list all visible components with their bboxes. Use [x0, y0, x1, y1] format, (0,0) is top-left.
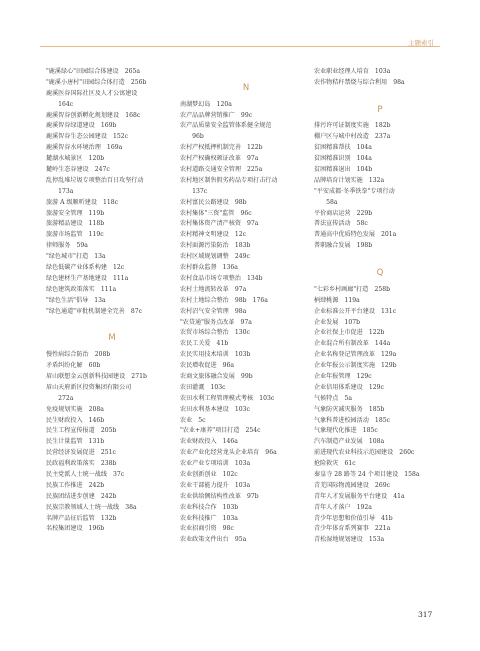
page-number: 317	[418, 610, 433, 619]
index-entry: 农田水利基本建设 103c	[180, 405, 250, 413]
index-entry: 农业干部能力提升 103a	[180, 481, 251, 489]
index-entry: 气象科普进校园活动 185c	[314, 416, 390, 424]
index-entry: 贫困精准帮扶 104a	[314, 144, 372, 152]
blank-line	[46, 317, 178, 328]
index-entry: 名校集团建设 196b	[46, 525, 105, 533]
index-entry: "绿色城市"打造 13a	[46, 253, 106, 261]
index-entry: 前进现代农业科技示范园建设 260c	[314, 449, 415, 457]
index-entry: 普法宣传活动 58c	[314, 220, 368, 228]
blank-line	[180, 67, 312, 78]
index-entry: 民族工作推进 242b	[46, 481, 105, 489]
index-entry: 农村道路交通安全管理 225a	[180, 166, 263, 174]
index-entry: 农村土地综合整治 98b 176a	[180, 296, 268, 304]
index-entry: 农业供给侧结构性改革 97b	[180, 492, 259, 500]
index-entry: 南湖梦幻岛 120a	[180, 100, 232, 108]
index-entry: 58a	[320, 198, 338, 206]
index-entry: 慢性病综合防治 208b	[46, 351, 111, 359]
index-entry: 平价商店运营 229b	[314, 209, 373, 217]
index-entry: 民族宗教领域人士统一战线 38a	[46, 503, 137, 511]
section-letter: P	[377, 104, 383, 115]
index-entry: 青少年思想和价值引导 41b	[314, 514, 393, 522]
index-entry: 96b	[186, 133, 204, 141]
index-entry: 绿色低碳产业体系构建 12c	[46, 264, 125, 272]
index-entry: 农田灌溉 103c	[180, 383, 226, 391]
index-entry: 农作物秸秆禁烧与综合利用 98a	[314, 78, 405, 86]
index-entry: 旅游 A 级顺听建设 118c	[46, 198, 119, 206]
index-entry: 青羌国际物流园建设 269c	[314, 481, 390, 489]
index-entry: 麓岭生态谷建设 247c	[46, 166, 110, 174]
index-entry: 律师服务 59a	[46, 242, 88, 250]
section-letter: Q	[376, 268, 384, 279]
index-entry: 农民增收促进 96a	[180, 362, 235, 370]
index-entry: 企业名称登记管理改革 129a	[314, 351, 397, 359]
index-entry: 农产品品牌营销推广 99c	[180, 111, 253, 119]
index-entry: 农业科技合作 103b	[180, 503, 239, 511]
index-entry: 农民工关爱 41b	[180, 340, 229, 348]
index-entry: 青年人才发展服务平台建设 41a	[314, 492, 405, 500]
index-entry: 企业信用体系建设 129c	[314, 383, 384, 391]
blank-line	[314, 89, 446, 100]
index-entry: "平安成都·冬季铁拳"专项行动	[314, 187, 395, 195]
index-entry: 农业 5c	[180, 416, 206, 424]
index-entry: 鹿溪智谷绿道建设 169b	[46, 122, 117, 130]
index-entry: 农业创新创业 102c	[180, 470, 238, 478]
index-entry: 汽车制造产业发展 108a	[314, 438, 385, 446]
index-entry: 农贸市场综合整治 130c	[180, 329, 250, 337]
index-entry: 农业产业化经营龙头企业培育 96a	[180, 449, 277, 457]
index-entry: 麓湖水城景区 120b	[46, 155, 105, 163]
index-entry: 农业职业经理人培育 103a	[314, 68, 391, 75]
index-entry: 排污许可证制度实施 182b	[314, 122, 391, 130]
index-entry: 农村集体"三资"监管 96c	[180, 209, 252, 217]
section-letter: N	[242, 82, 250, 93]
index-column-1	[46, 67, 178, 535]
index-entry: 鹿溪智谷水环境治理 169a	[46, 144, 123, 152]
index-entry: 民营经济发展促进 251c	[46, 449, 116, 457]
index-entry: "农业+康养"项目打造 254c	[180, 427, 261, 435]
index-entry: 气象现代化推进 185c	[314, 427, 378, 435]
index-entry: 绿色建材生产基地建设 111a	[46, 274, 129, 282]
index-entry: 农村区域规划调整 249c	[180, 253, 250, 261]
header-section-tag: 主题索引	[408, 39, 434, 47]
index-entry: 农村土地流转改革 97a	[180, 285, 247, 293]
index-entry: 气象防灾减灾服务 185b	[314, 405, 385, 413]
index-entry: 民生财政投入 146b	[46, 416, 105, 424]
index-entry: 青年人才落户 192a	[314, 503, 372, 511]
index-column-2	[180, 67, 312, 546]
index-entry: 企业年报管理 129c	[314, 372, 372, 380]
index-entry: 民生工程宣传报道 205b	[46, 427, 117, 435]
index-entry: 164c	[52, 100, 74, 108]
index-column-3	[314, 67, 446, 546]
index-entry: 农业政策文件出台 95a	[180, 536, 247, 544]
index-entry: 民生计量监管 131b	[46, 438, 105, 446]
index-entry: 棚户区与城中村改造 237a	[314, 133, 391, 141]
index-entry: 企业年报公示制度实施 129b	[314, 362, 397, 370]
index-entry: 鹿溪医谷国际社区及人才公寓建设	[46, 89, 138, 97]
index-entry: 贫困精准识别 104a	[314, 155, 372, 163]
index-entry: 矛盾纠纷化解 60b	[46, 362, 101, 370]
index-entry: 272a	[52, 394, 74, 402]
index-entry: 农田水利工程管理模式考核 103c	[180, 394, 275, 402]
index-entry: 眉山联想金云创新科技园建设 271b	[46, 372, 147, 380]
index-entry: 企业混合所有制改革 144a	[314, 340, 391, 348]
index-entry: "农贷通"服务点改革 97a	[180, 318, 252, 326]
index-entry: 农村精神文明建设 12c	[180, 231, 247, 239]
index-entry: 民政福利政策落实 238b	[46, 460, 117, 468]
index-entry: 普职融合发展 198b	[314, 242, 373, 250]
index-entry: 企业社保上市促进 122b	[314, 329, 385, 337]
index-entry: 农村群众监督 136a	[180, 264, 238, 272]
index-entry: 农商文旅体融合发展 99b	[180, 372, 253, 380]
index-entry: 民族团结进步创建 242b	[46, 492, 117, 500]
index-entry: 旅游市场监管 119c	[46, 231, 104, 239]
index-entry: 农村产权抵押机制完善 122b	[180, 144, 263, 152]
index-entry: 名牌产品征后监管 132b	[46, 514, 117, 522]
index-entry: "鹿溪小唐村"田园综合体打造 256b	[46, 78, 147, 86]
index-entry: 旅游安全管理 119b	[46, 209, 105, 217]
index-entry: 企业标准公开平台建设 131c	[314, 307, 397, 315]
index-entry: 旅游精品建设 118b	[46, 220, 105, 228]
index-entry: 鹿溪智谷创新孵化规划建设 168c	[46, 111, 141, 119]
index-entry: 农业产业专项培训 103a	[180, 460, 251, 468]
index-entry: 青少年体育系列赛事 221a	[314, 525, 391, 533]
index-entry: 眉山天府新区投资集团有限公司	[46, 383, 132, 391]
index-entry: 免疫规划实施 208a	[46, 405, 104, 413]
index-entry: 企业发展 107b	[314, 318, 361, 326]
index-entry: 农村食品市场专项整治 134b	[180, 274, 263, 282]
index-entry: 抢险救灾 61c	[314, 460, 356, 468]
index-entry: "绿色通道"审批机制建全完善 87c	[46, 307, 142, 315]
index-entry: 鹿溪智谷生态公园建设 152c	[46, 133, 129, 141]
index-entry: 农村地区制售假劣药品专项打击行动	[180, 176, 278, 184]
index-entry: 农村富民公路建设 98b	[180, 198, 247, 206]
index-entry: 品牌培育计划实施 132a	[314, 176, 385, 184]
index-entry: 农村集体资产清产核资 97a	[180, 220, 259, 228]
header-rule	[40, 46, 440, 47]
index-entry: 农民实用技术培训 103b	[180, 351, 251, 359]
index-entry: 173a	[52, 187, 74, 195]
index-entry: 柄肆桃源 119a	[314, 296, 360, 304]
section-letter: M	[108, 333, 116, 344]
index-entry: 农村产权确权颁证改革 97a	[180, 155, 259, 163]
index-entry: 秦皇寺 28 路等 24 个项目建设 158a	[314, 470, 420, 478]
index-entry: 青松湿地规划建设 153a	[314, 536, 385, 544]
index-entry: 绿色建筑政策落实 111a	[46, 285, 117, 293]
index-entry: "七彩乡村画廊"打造 258b	[314, 285, 390, 293]
index-entry: 普通高中优质特色发展 201a	[314, 231, 397, 239]
blank-line	[314, 252, 446, 263]
index-entry: "绿色生活"倡导 13a	[46, 296, 106, 304]
index-entry: 农业科技推广 103a	[180, 514, 238, 522]
index-entry: 农村面源污染防治 183b	[180, 242, 251, 250]
index-entry: 贫困精准退出 104b	[314, 166, 373, 174]
index-entry: 农业财政投入 146a	[180, 438, 238, 446]
index-entry: 民主党派人士统一战线 37c	[46, 470, 125, 478]
index-entry: 农业招商引资 98c	[180, 525, 234, 533]
index-entry: 农产品质量安全监管体系健全规范	[180, 122, 272, 130]
index-entry: "鹿溪绿心"田园综合体建设 265a	[46, 68, 140, 75]
index-entry: 乱停乱堆垃圾专项整治百日攻坚行动	[46, 176, 144, 184]
index-entry: 137c	[186, 187, 208, 195]
index-entry: 气候特点 5a	[314, 394, 352, 402]
index-entry: 农村沼气安全管理 98a	[180, 307, 247, 315]
